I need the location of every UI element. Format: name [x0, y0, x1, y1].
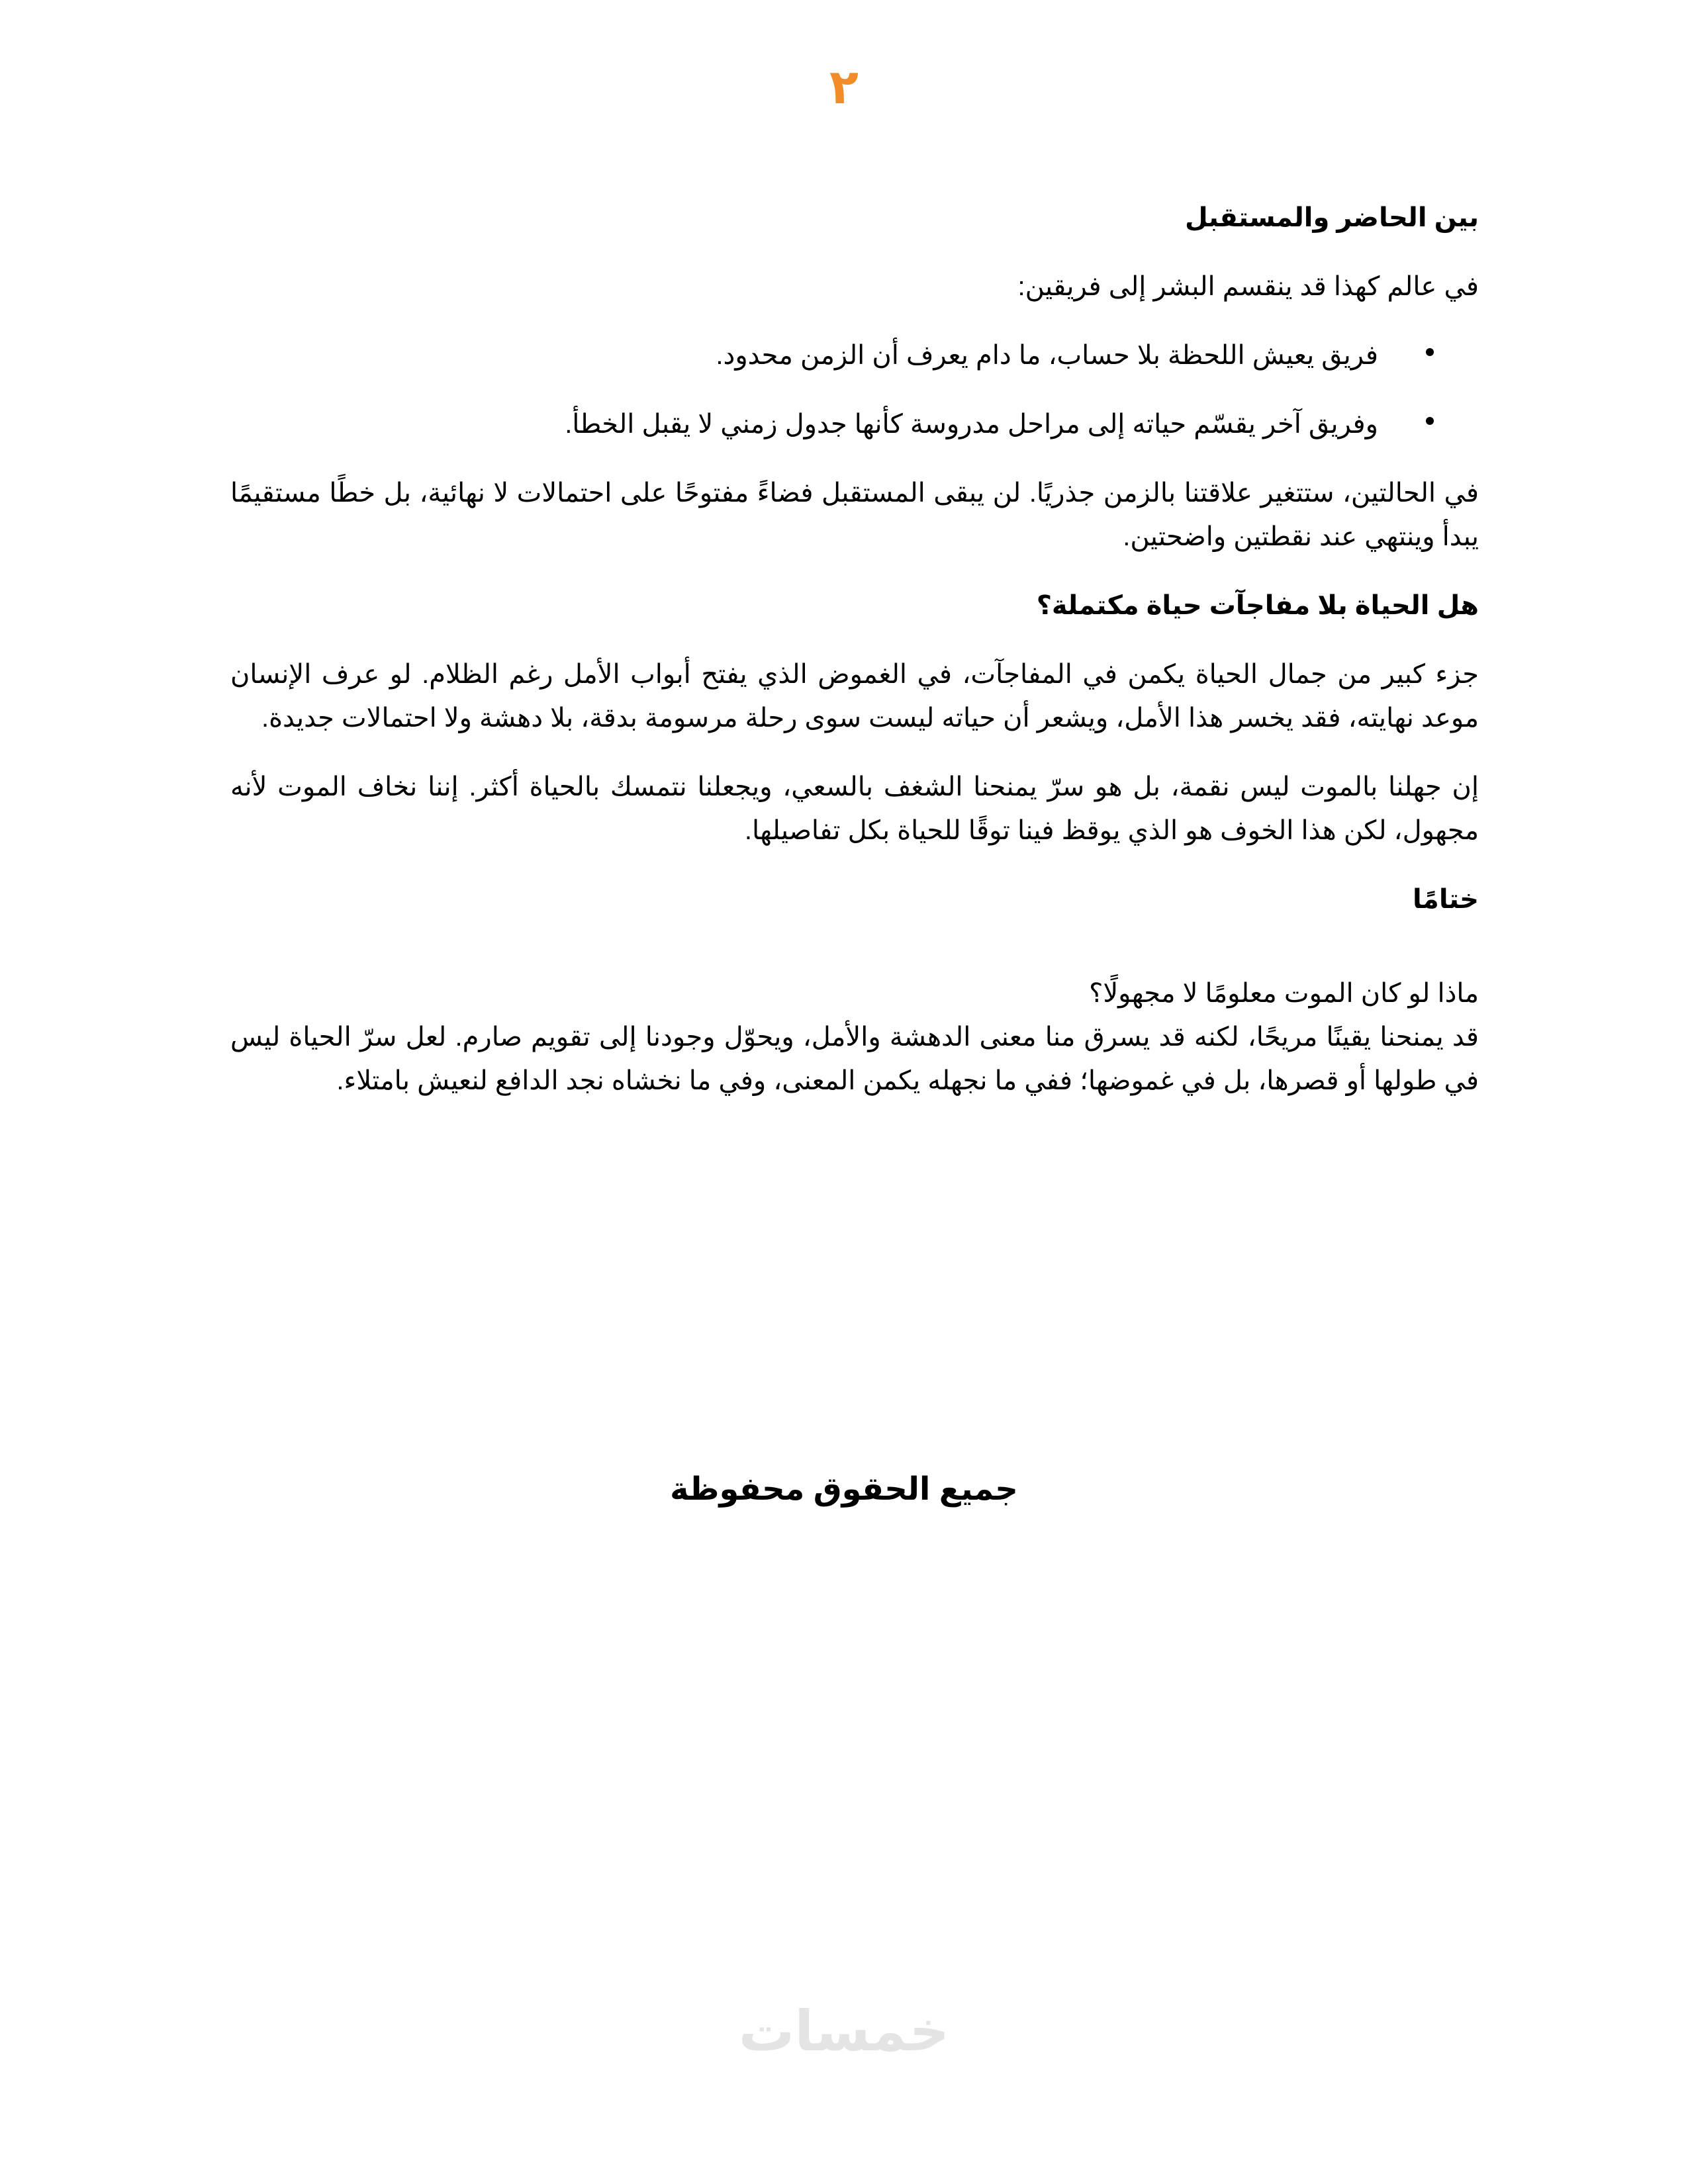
watermark-logo: خمسات: [738, 2000, 950, 2062]
bullet-dot-icon: [1426, 417, 1434, 425]
bullet-text: فريق يعيش اللحظة بلا حساب، ما دام يعرف أن الزمن محدود.: [716, 341, 1378, 370]
time-relationship-paragraph: في الحالتين، ستتغير علاقتنا بالزمن جذريًا. لن يبقى المستقبل فضاءً مفتوحًا على احتمالات لا نهائية، بل خطًا مستقيمًا يبدأ وينتهي عند نقطتين واضحتين.: [230, 478, 1479, 551]
bullet-list: [230, 334, 1479, 446]
intro-paragraph: في عالم كهذا قد ينقسم البشر إلى فريقين:: [1017, 272, 1479, 301]
bullet-dot-icon: [1426, 348, 1434, 356]
ignorance-paragraph: إن جهلنا بالموت ليس نقمة، بل هو سرّ يمنحنا الشغف بالسعي، ويجعلنا نتمسك بالحياة أكثر. إننا نخاف الموت لأنه مجهول، لكن هذا الخوف هو الذي يوقظ فينا توقًا للحياة بكل تفاصيلها.: [230, 772, 1479, 845]
document-body: [230, 196, 1479, 1128]
surprises-paragraph: جزء كبير من جمال الحياة يكمن في المفاجآت، في الغموض الذي يفتح أبواب الأمل رغم الظلام. لو عرف الإنسان موعد نهايته، فقد يخسر هذا الأمل، ويشعر أن حياته ليست سوى رحلة مرسومة بدقة، بلا دهشة ولا احتمالات جديدة.: [230, 660, 1479, 733]
copyright-notice: جميع الحقوق محفوظة: [670, 1472, 1018, 1507]
list-item: [230, 334, 1479, 377]
section-heading-surprises: هل الحياة بلا مفاجآت حياة مكتملة؟: [1036, 591, 1479, 620]
spacer: [230, 946, 1479, 972]
section-heading-conclusion: ختامًا: [1413, 885, 1479, 914]
bullet-text: وفريق آخر يقسّم حياته إلى مراحل مدروسة كأنها جدول زمني لا يقبل الخطأ.: [565, 410, 1378, 439]
closing-question: ماذا لو كان الموت معلومًا لا مجهولًا؟: [1089, 979, 1479, 1008]
section-heading-present-future: بين الحاضر والمستقبل: [1185, 203, 1479, 232]
list-item: [230, 402, 1479, 446]
page-number: ٢: [829, 61, 859, 114]
closing-paragraph: قد يمنحنا يقينًا مريحًا، لكنه قد يسرق منا معنى الدهشة والأمل، ويحوّل وجودنا إلى تقويم صارم. لعل سرّ الحياة ليس في طولها أو قصرها، بل في غموضها؛ ففي ما نجهله يكمن المعنى، وفي ما نخشاه نجد الدافع لنعيش بامتلاء.: [230, 1023, 1479, 1095]
